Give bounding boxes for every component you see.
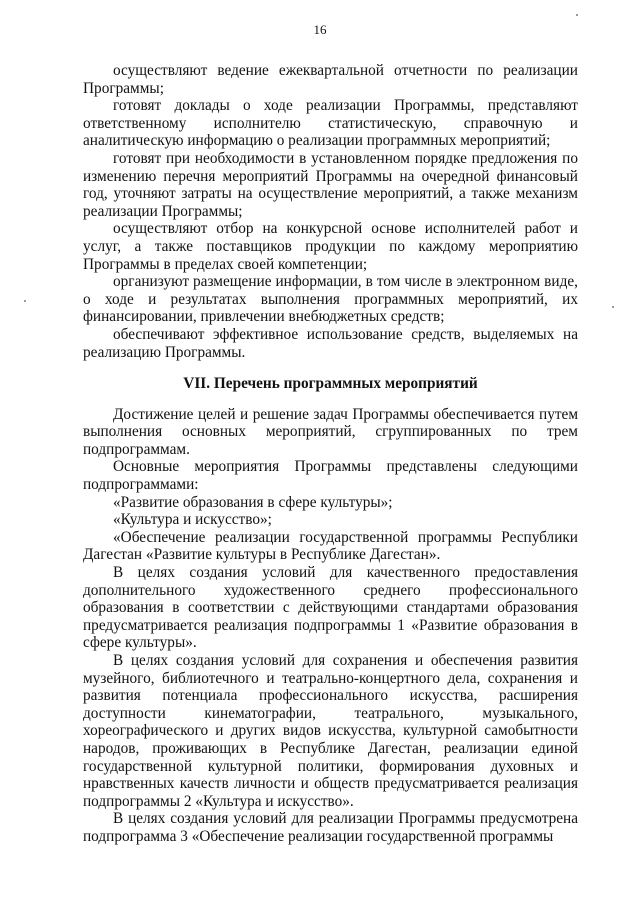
paragraph: В целях создания условий для качественного предоставления дополнительного художественного среднего профессионального образования в соответствии с действующими стандартами образования предусматривается реализация подпрограммы 1 «Развитие образования в сфере культуры». — [83, 564, 578, 652]
list-item: «Культура и искусство»; — [113, 511, 272, 529]
paragraph: осуществляют ведение ежеквартальной отчетности по реализации Программы; — [83, 62, 578, 97]
paragraph: Основные мероприятия Программы представлены следующими подпрограммами: — [83, 458, 578, 494]
section-heading: VII. Перечень программных мероприятий — [183, 375, 478, 393]
paragraph: осуществляют отбор на конкурсной основе исполнителей работ и услуг, а также поставщиков продукции по каждому мероприятию Программы в пределах своей компетенции; — [83, 220, 578, 273]
paragraph: В целях создания условий для сохранения и обеспечения развития музейного, библиотечного и театрально-концертного дела, сохранения и развития потенциала профессионального искусства, расширения доступности кинематографии, театрального, музыкального, хореографического и других видов искусства, культурной самобытности народов, проживающих в Республике Дагестан, реализации единой государственной культурной политики, формирования духовных и нравственных качеств личности и обществ предусматривается реализация подпрограммы 2 «Культура и искусство». — [83, 652, 578, 810]
paragraph: готовят при необходимости в установленном порядке предложения по изменению перечня мероприятий Программы на очередной финансовый год, уточняют затраты на осуществление мероприятий, а также механизм реализации Программы; — [83, 149, 578, 220]
scan-mark — [24, 300, 26, 302]
paragraph: обеспечивают эффективное использование средств, выделяемых на реализацию Программы. — [83, 325, 578, 361]
page-number: 16 — [313, 22, 327, 37]
scan-mark — [576, 14, 578, 16]
scan-mark — [612, 306, 614, 308]
paragraph: В целях создания условий для реализации Программы предусмотрена подпрограмма 3 «Обеспечение реализации государственной программы — [83, 810, 578, 845]
list-item: «Обеспечение реализации государственной программы Республики Дагестан «Развитие культуры в Республике Дагестан». — [83, 528, 578, 564]
list-item: «Развитие образования в сфере культуры»; — [113, 493, 393, 511]
document-body — [83, 62, 578, 846]
paragraph: готовят доклады о ходе реализации Программы, представляют ответственному исполнителю статистическую, справочную и аналитическую информацию о реализации программных мероприятий; — [83, 97, 578, 150]
paragraph: Достижение целей и решение задач Программы обеспечивается путем выполнения основных мероприятий, сгруппированных по трем подпрограммам. — [83, 405, 578, 458]
paragraph: организуют размещение информации, в том числе в электронном виде, о ходе и результатах выполнения программных мероприятий, их финансировании, привлечении внебюджетных средств; — [83, 273, 578, 326]
